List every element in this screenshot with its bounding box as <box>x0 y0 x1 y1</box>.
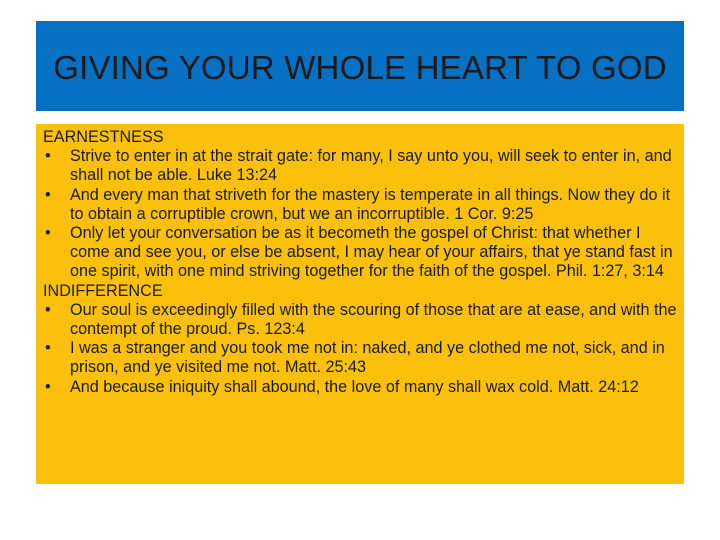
bullet-icon: • <box>45 339 51 358</box>
list-item <box>43 147 678 185</box>
bullet-icon: • <box>45 185 51 204</box>
list-item-text: Strive to enter in at the strait gate: for many, I say unto you, will seek to enter in, and shall not be able. Luke 13:24 <box>70 147 672 185</box>
list-item <box>43 339 678 377</box>
list-item-text: Our soul is exceedingly filled with the scouring of those that are at ease, and with the contempt of the proud. Ps. 123:4 <box>70 300 677 339</box>
section-heading: INDIFFERENCE <box>43 281 163 300</box>
section-earnestness <box>43 128 678 282</box>
list-item-text: And because iniquity shall abound, the love of many shall wax cold. Matt. 24:12 <box>70 377 639 396</box>
list-item <box>43 224 678 282</box>
bullet-icon: • <box>45 147 51 166</box>
list-item-text: Only let your conversation be as it becometh the gospel of Christ: that whether I come and see you, or else be absent, I may hear of your affairs, that ye stand fast in one spirit, with one mind striving together for the faith of the gospel. Phil. 1:27, 3:14 <box>70 224 673 281</box>
bullet-list <box>43 301 678 397</box>
list-item-text: And every man that striveth for the mastery is temperate in all things. Now they do it to obtain a corruptible crown, but we an incorruptible. 1 Cor. 9:25 <box>70 185 671 223</box>
slide-title: GIVING YOUR WHOLE HEART TO GOD <box>53 49 667 86</box>
content-box <box>36 124 684 484</box>
list-item <box>43 378 678 397</box>
bullet-list <box>43 147 678 281</box>
section-indifference <box>43 282 678 397</box>
list-item <box>43 186 678 224</box>
title-bar <box>36 21 684 111</box>
list-item <box>43 301 678 339</box>
list-item-text: I was a stranger and you took me not in: naked, and ye clothed me not, sick, and in prison, and ye visited me not. Matt. 25:43 <box>70 339 665 377</box>
bullet-icon: • <box>45 300 51 319</box>
bullet-icon: • <box>45 224 51 243</box>
bullet-icon: • <box>45 377 51 396</box>
section-heading: EARNESTNESS <box>43 128 164 146</box>
